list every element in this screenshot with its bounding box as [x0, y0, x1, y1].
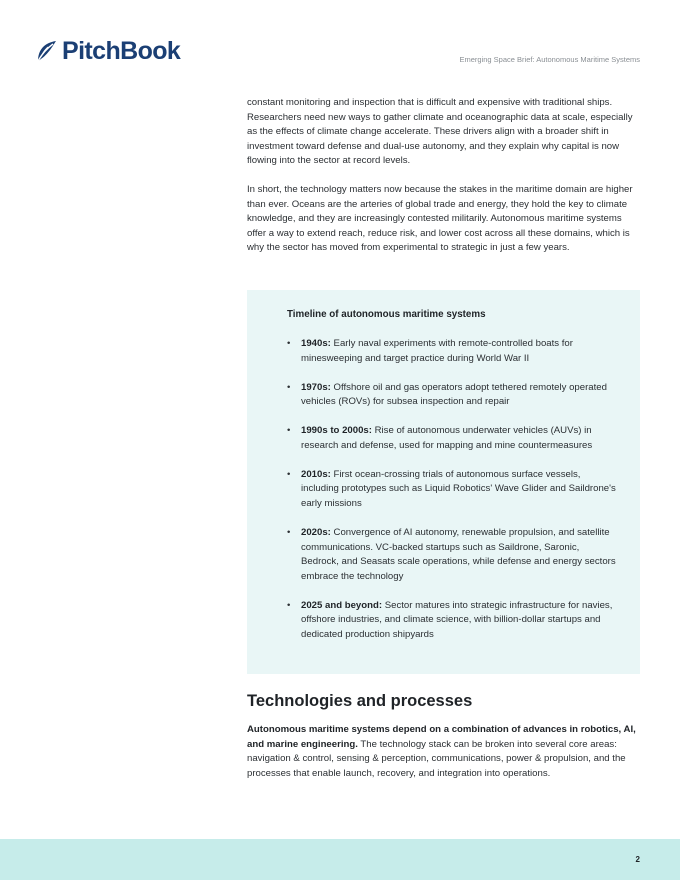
- section-body-text: The technology stack can be broken into several core areas: navigation & control, sensing & perception, communications, power & propulsion, and the processes that enable launch, recovery, and integration into operations.: [247, 738, 626, 779]
- bullet-icon: •: [287, 338, 291, 349]
- timeline-period: 1970s:: [301, 381, 331, 393]
- timeline-item-2025-beyond: [287, 599, 617, 643]
- timeline-description: First ocean-crossing trials of autonomous surface vessels, including prototypes such as Liquid Robotics' Wave Glider and Saildrone's early missions: [301, 468, 616, 509]
- section-paragraph: [247, 723, 640, 781]
- timeline-period: 1990s to 2000s:: [301, 425, 372, 437]
- timeline-description: Sector matures into strategic infrastructure for navies, offshore industries, and climate science, with billion-dollar startups and dedicated production shipyards: [301, 599, 613, 640]
- timeline-description: Rise of autonomous underwater vehicles (AUVs) in research and defense, used for mapping and mine countermeasures: [301, 425, 593, 451]
- body-paragraph-1: constant monitoring and inspection that is difficult and expensive with traditional ships. Researchers need new ways to gather climate and oceanographic data at scale, especially as the effects of climate change accelerate. These drivers align with a broader shift in investment toward defense and dual-use autonomy, and they explain why capital is now flowing into the sector at record levels.: [247, 97, 633, 166]
- brand-name: PitchBook: [62, 37, 181, 65]
- timeline-description: Early naval experiments with remote-controlled boats for minesweeping and target practice during World War II: [301, 338, 573, 364]
- timeline-callout: [247, 290, 640, 674]
- timeline-description: Convergence of AI autonomy, renewable propulsion, and satellite communications. VC-backed startups such as Saildrone, Saronic, Bedrock, and Seasats scale operations, while defense and energy sectors embrace the technology: [301, 526, 616, 582]
- bullet-icon: •: [287, 468, 291, 480]
- pitchbook-logo: [35, 37, 180, 65]
- timeline-period: 2025 and beyond:: [301, 599, 383, 611]
- pitchbook-leaf-icon: [35, 39, 59, 63]
- bullet-icon: •: [287, 425, 291, 437]
- timeline-item-1990s-2000s: [287, 424, 617, 453]
- body-paragraph-2: In short, the technology matters now because the stakes in the maritime domain are higher than ever. Oceans are the arteries of global trade and energy, they hold the key to climate knowledge, and they are increasingly contested militarily. Autonomous maritime systems offer a way to extend reach, reduce risk, and lower cost across all these domains, which is why the sector has moved from experimental to strategic in just a few years.: [247, 184, 633, 253]
- page-number: 2: [635, 855, 640, 864]
- timeline-item-1940s: [287, 337, 617, 366]
- bullet-icon: •: [287, 599, 291, 611]
- timeline-period: 2010s:: [301, 468, 331, 480]
- timeline-period: 1940s:: [301, 338, 331, 349]
- timeline-item-1970s: [287, 381, 617, 410]
- bullet-icon: •: [287, 381, 291, 393]
- section-heading: Technologies and processes: [247, 692, 473, 710]
- timeline-description: Offshore oil and gas operators adopt tethered remotely operated vehicles (ROVs) for subsea inspection and repair: [301, 381, 607, 408]
- timeline-period: 2020s:: [301, 526, 331, 538]
- timeline-item-2020s: [287, 526, 617, 584]
- timeline-list: [287, 337, 617, 657]
- timeline-item-2010s: [287, 468, 617, 512]
- section-lead-sentence: Autonomous maritime systems depend on a combination of advances in robotics, AI, and marine engineering.: [247, 724, 636, 750]
- timeline-title: Timeline of autonomous maritime systems: [287, 309, 486, 320]
- bullet-icon: •: [287, 526, 291, 538]
- footer-band: [0, 839, 680, 880]
- document-subtitle: Emerging Space Brief: Autonomous Maritime Systems: [459, 55, 640, 64]
